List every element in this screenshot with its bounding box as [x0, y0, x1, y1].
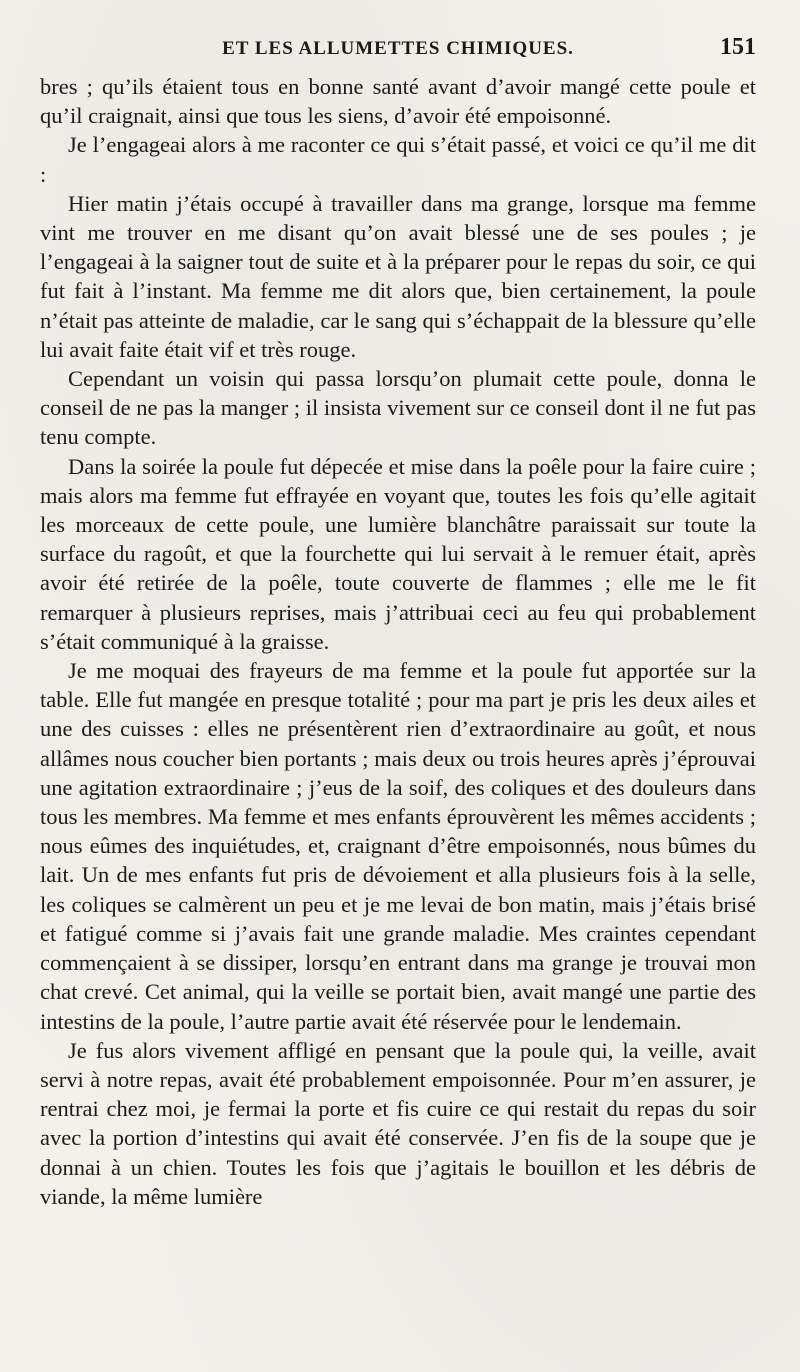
running-title: ET LES ALLUMETTES CHIMIQUES.: [222, 38, 574, 59]
paragraph: Je l’engageai alors à me raconter ce qui s’était passé, et voici ce qu’il me dit :: [40, 132, 756, 187]
paragraph: bres ; qu’ils étaient tous en bonne santé avant d’avoir mangé cette poule et qu’il craignait, ainsi que tous les siens, d’avoir été empoisonné.: [40, 74, 756, 129]
paragraph: Je me moquai des frayeurs de ma femme et la poule fut apportée sur la table. Elle fut mangée en presque totalité ; pour ma part je pris les deux ailes et une des cuisses : elles ne présentèrent rien d’extraordinaire au goût, et nous allâmes nous coucher bien portants ; mais deux ou trois heures après j’éprouvai une agitation extraordinaire ; j’eus de la soif, des coliques et des douleurs dans tous les membres. Ma femme et mes enfants éprouvèrent les mêmes accidents ; nous eûmes des inquiétudes, et, craignant d’être empoisonnés, nous bûmes du lait. Un de mes enfants fut pris de dévoiement et alla plusieurs fois à la selle, les coliques se calmèrent un peu et je me levai de bon matin, mais j’étais brisé et fatigué comme si j’avais fait une grande maladie. Mes craintes cependant commençaient à se dissiper, lorsqu’en entrant dans ma grange je trouvai mon chat crevé. Cet animal, qui la veille se portait bien, avait mangé une partie des intestins de la poule, l’autre partie avait été réservée pour le lendemain.: [40, 658, 756, 1034]
paragraph: Hier matin j’étais occupé à travailler dans ma grange, lorsque ma femme vint me trouver en me disant qu’on avait blessé une de ses poules ; je l’engageai à la saigner tout de suite et à la préparer pour le repas du soir, ce qui fut fait à l’instant. Ma femme me dit alors que, bien certainement, la poule n’était pas atteinte de maladie, car le sang qui s’échappait de la blessure qu’elle lui avait faite était vif et très rouge.: [40, 190, 756, 362]
paragraph: Dans la soirée la poule fut dépecée et mise dans la poêle pour la faire cuire ; mais alors ma femme fut effrayée en voyant que, toutes les fois qu’elle agitait les morceaux de cette poule, une lumière blanchâtre paraissait sur toute la surface du ragoût, et que la fourchette qui lui servait à le remuer était, après avoir été retirée de la poêle, toute couverte de flammes ; elle me le fit remarquer à plusieurs reprises, mais j’attribuai ceci au feu qui probablement s’était communiqué à la graisse.: [40, 453, 756, 654]
page-header: [40, 28, 756, 72]
paragraph: Cependant un voisin qui passa lorsqu’on plumait cette poule, donna le conseil de ne pas la manger ; il insista vivement sur ce conseil dont il ne fut pas tenu compte.: [40, 366, 756, 450]
page-number: 151: [720, 34, 756, 60]
body-text: [40, 72, 756, 1211]
paragraph: Je fus alors vivement affligé en pensant que la poule qui, la veille, avait servi à notre repas, avait été probablement empoisonnée. Pour m’en assurer, je rentrai chez moi, je fermai la porte et fis cuire ce qui restait du repas du soir avec la portion d’intestins qui avait été conservée. J’en fis de la soupe que je donnai à un chien. Toutes les fois que j’agitais le bouillon et les débris de viande, la même lumière: [40, 1037, 756, 1209]
